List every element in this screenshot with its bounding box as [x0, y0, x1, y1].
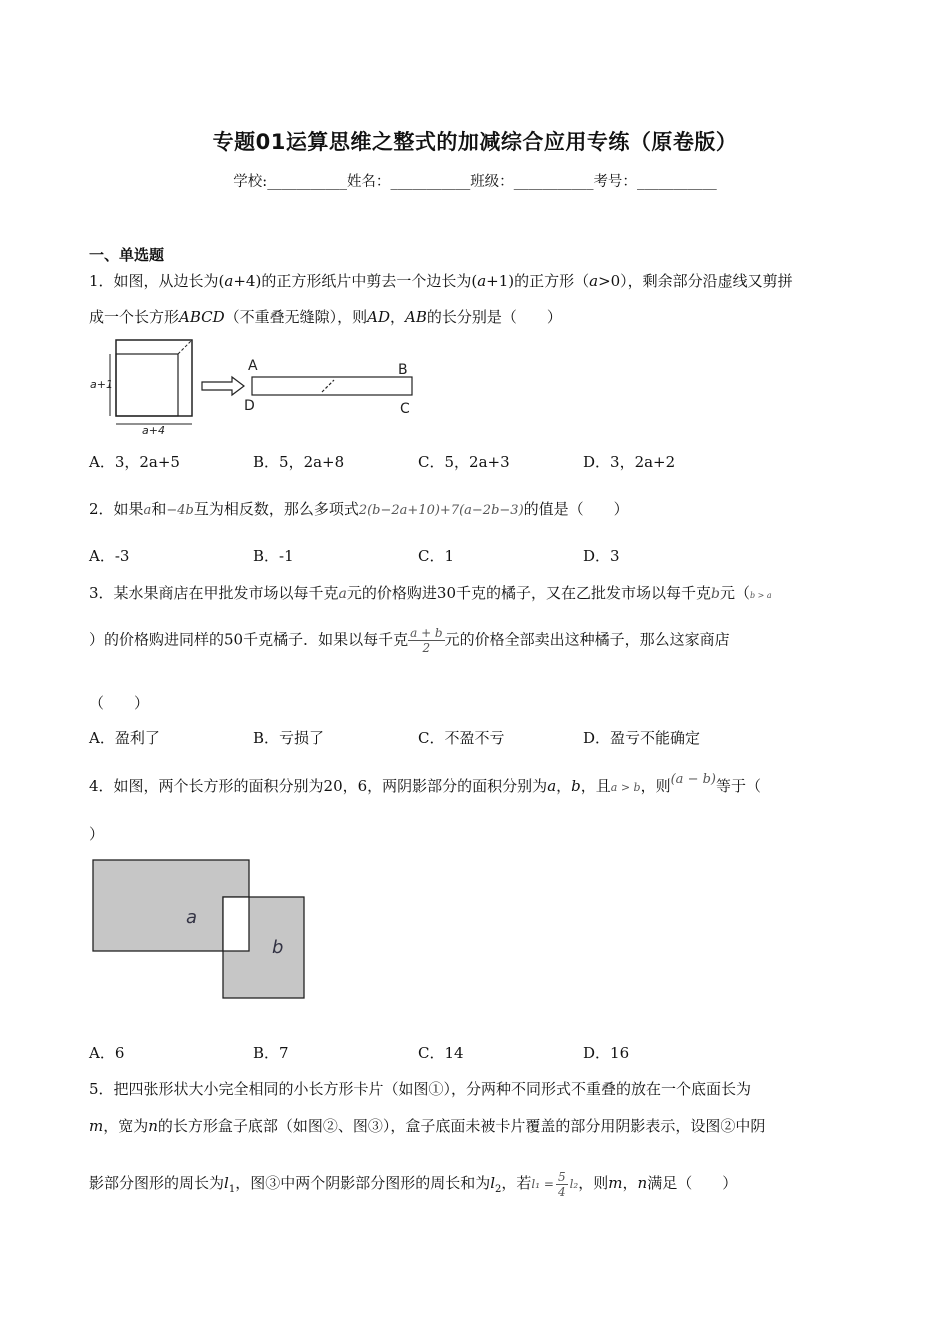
q1-option-c[interactable]: C．5，2a+3 — [418, 453, 510, 471]
q3-line3: （ ） — [89, 694, 150, 712]
q5-var: l — [224, 1174, 229, 1192]
q1-option-d[interactable]: D．3，2a+2 — [583, 453, 676, 471]
q2-expression: 2(b−2a+10)+7(a−2b−3) — [358, 503, 524, 518]
q5-line2 — [89, 1115, 765, 1136]
frac-denominator: 2 — [422, 641, 431, 655]
rectangle-abcd — [252, 377, 412, 395]
q3-option-b[interactable]: B．亏损了 — [253, 729, 325, 747]
section-heading: 一、单选题 — [89, 246, 165, 264]
q5-var: l — [490, 1174, 496, 1192]
q5-line1: 5．把四张形状大小完全相同的小长方形卡片（如图①），分两种不同形式不重叠的放在一个底面长为 — [89, 1080, 752, 1098]
q5-var: n — [637, 1174, 648, 1192]
school-label: 学校: — [233, 174, 268, 190]
q5-sub: 2 — [495, 1184, 502, 1195]
eq-l2: l₂ — [569, 1177, 579, 1191]
rect-cut-line — [322, 380, 334, 392]
vertex-c: C — [400, 401, 410, 417]
q1-line1 — [89, 270, 793, 291]
eq-fraction — [556, 1170, 568, 1199]
q2-text: 和 — [151, 500, 167, 518]
q1-option-b[interactable]: B．5，2a+8 — [253, 453, 345, 471]
bottom-label: a+4 — [142, 424, 165, 436]
q1-text: >0），剩余部分沿虚线又剪拼 — [598, 272, 793, 290]
q5-text: 满足（ ） — [647, 1174, 738, 1192]
q1-var: AD — [367, 308, 391, 326]
q2-line — [89, 498, 629, 519]
q4-option-a[interactable]: A．6 — [89, 1044, 125, 1062]
q5-sub: 1 — [228, 1184, 236, 1195]
side-label: a+1 — [90, 378, 113, 391]
q5-var: m — [89, 1117, 104, 1135]
inner-square — [116, 354, 178, 416]
q1-text: +1)的正方形（ — [486, 272, 590, 290]
name-label: 姓名： — [346, 174, 391, 190]
q3-text: 元的价格购进30千克的橘子，又在乙批发市场以每千克 — [346, 584, 711, 602]
q1-text: 1．如图，从边长为( — [89, 272, 225, 290]
label-b: b — [272, 937, 284, 958]
q4-option-d[interactable]: D．16 — [583, 1044, 630, 1062]
arrow-icon — [202, 377, 244, 395]
q3-option-d[interactable]: D．盈亏不能确定 — [583, 729, 701, 747]
q4-line1 — [89, 772, 761, 796]
school-blank[interactable]: ___________ — [267, 174, 347, 190]
q3-text: 元的价格全部卖出这种橘子，那么这家商店 — [444, 630, 730, 649]
page-title: 专题01运算思维之整式的加减综合应用专练（原卷版） — [212, 130, 738, 154]
q1-var: a — [224, 272, 234, 290]
vertex-a: A — [248, 358, 258, 374]
q1-var: ABCD — [179, 308, 225, 326]
q4-var: a — [547, 777, 557, 795]
eq-l1: l₁ = — [531, 1177, 554, 1191]
vertex-d: D — [244, 398, 255, 414]
q2-math: a — [143, 503, 152, 518]
number-blank[interactable]: ___________ — [636, 174, 717, 190]
q3-math: b — [711, 586, 720, 602]
q3-math: a — [338, 586, 347, 602]
q2-text: 2．如果 — [89, 500, 144, 518]
q2-math: −4b — [166, 503, 194, 518]
name-blank[interactable]: ___________ — [390, 174, 471, 190]
q5-var: m — [608, 1174, 623, 1192]
class-blank[interactable]: ___________ — [513, 174, 594, 190]
q2-text: 互为相反数，那么多项式 — [193, 500, 359, 518]
eq-numerator: 5 — [557, 1170, 566, 1184]
q5-text: ，图③中两个阴影部分图形的周长和为 — [235, 1174, 491, 1192]
q3-line2 — [89, 626, 730, 655]
q1-text: 成一个长方形 — [89, 308, 180, 326]
q4-option-b[interactable]: B．7 — [253, 1044, 289, 1062]
q2-option-d[interactable]: D．3 — [583, 547, 620, 565]
q3-line1 — [89, 582, 772, 603]
q1-var: a — [589, 272, 599, 290]
q1-var: AB — [405, 308, 427, 326]
q5-text: ， — [622, 1174, 638, 1192]
q3-text: ）的价格购进同样的50千克橘子．如果以每千克 — [89, 630, 409, 649]
q4-text: ，则 — [640, 777, 671, 795]
q1-text: +4)的正方形纸片中剪去一个边长为( — [233, 272, 478, 290]
q1-text: ， — [390, 308, 406, 326]
q5-line3 — [89, 1170, 737, 1199]
number-label: 考号： — [593, 174, 637, 190]
q5-text: 影部分图形的周长为 — [89, 1174, 225, 1192]
q1-text: 的长分别是（ ） — [426, 308, 562, 326]
class-label: 班级： — [470, 174, 514, 190]
q4-text: ，且 — [580, 777, 611, 795]
q1-option-a[interactable]: A．3，2a+5 — [89, 453, 180, 471]
q2-option-a[interactable]: A．-3 — [89, 547, 130, 565]
q3-option-c[interactable]: C．不盈不亏 — [418, 729, 505, 747]
q4-text: 4．如图，两个长方形的面积分别为20，6，两阴影部分的面积分别为 — [89, 777, 548, 795]
q4-var: b — [571, 777, 581, 795]
q1-text: （不重叠无缝隙），则 — [224, 308, 368, 326]
q1-figure — [86, 336, 426, 436]
q3-text: 元（ — [719, 584, 750, 602]
cut-line — [178, 340, 192, 354]
q4-figure — [92, 859, 307, 1001]
q4-option-c[interactable]: C．14 — [418, 1044, 464, 1062]
outer-square — [116, 340, 192, 416]
q1-line2 — [89, 306, 562, 327]
q3-text: 3．某水果商店在甲批发市场以每千克 — [89, 584, 339, 602]
q2-text: 的值是（ ） — [523, 500, 629, 518]
q2-option-c[interactable]: C．1 — [418, 547, 455, 565]
q1-var: a — [477, 272, 487, 290]
overlap-region — [223, 897, 249, 951]
eq-denominator: 4 — [557, 1185, 566, 1199]
q5-text: ，则 — [578, 1174, 609, 1192]
q5-text: ，宽为 — [103, 1117, 149, 1135]
q4-expression: (a − b) — [670, 772, 716, 787]
q3-option-a[interactable]: A．盈利了 — [89, 729, 160, 747]
label-a: a — [186, 907, 198, 928]
q4-condition: a > b — [610, 781, 641, 794]
q5-text: ，若 — [501, 1174, 532, 1192]
vertex-b: B — [398, 362, 408, 378]
frac-numerator: a + b — [410, 626, 443, 640]
q2-option-b[interactable]: B．-1 — [253, 547, 294, 565]
q5-equation — [531, 1170, 579, 1199]
q3-condition: b > a — [749, 591, 772, 600]
q5-text: 的长方形盒子底部（如图②、图③），盒子底面未被卡片覆盖的部分用阴影表示，设图②中阴 — [157, 1117, 766, 1135]
student-info-line — [0, 170, 950, 191]
q4-line2: ） — [89, 825, 105, 843]
q5-var: n — [148, 1117, 158, 1135]
q4-text: 等于（ — [715, 777, 761, 795]
q4-text: ， — [556, 777, 572, 795]
q3-fraction — [408, 626, 445, 655]
